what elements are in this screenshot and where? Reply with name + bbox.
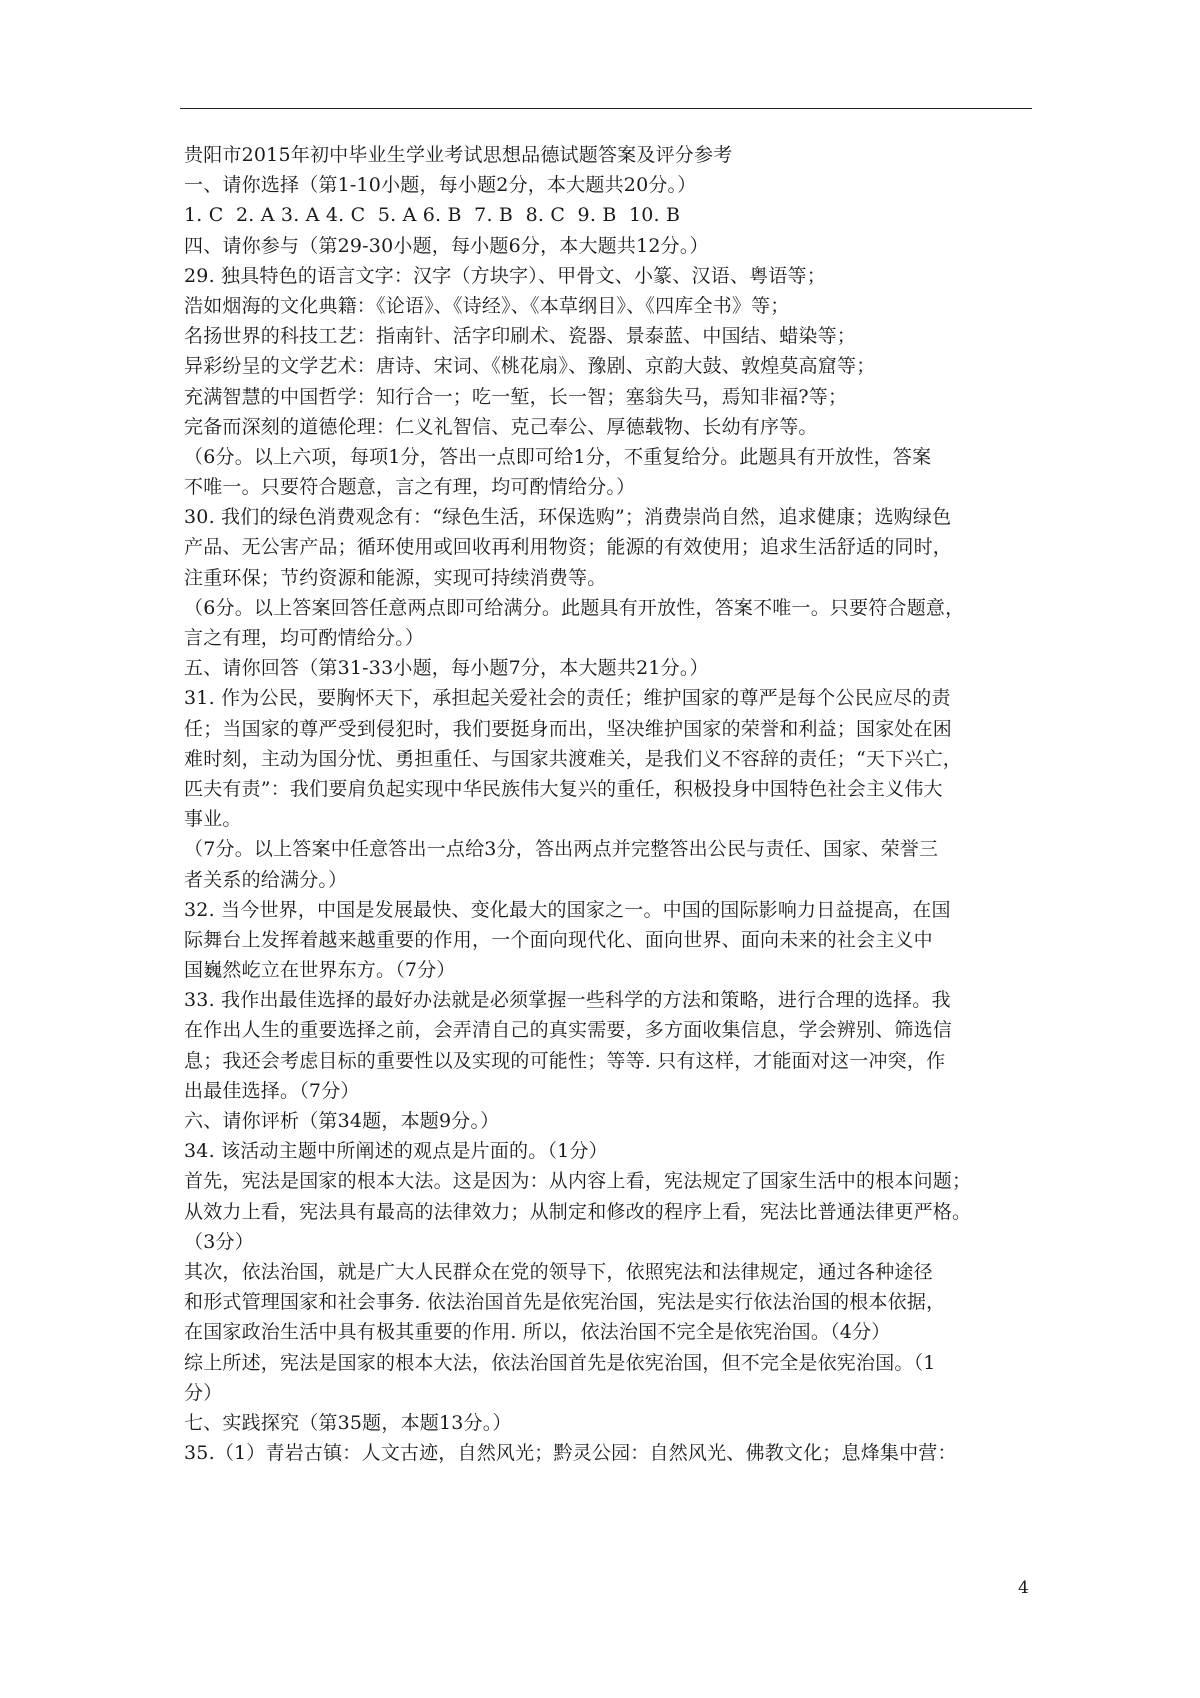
text-line: 任；当国家的尊严受到侵犯时，我们要挺身而出，坚决维护国家的荣誉和利益；国家处在困 bbox=[184, 717, 953, 740]
text-line: 从效力上看，宪法具有最高的法律效力；从制定和修改的程序上看，宪法比普通法律更严格。 bbox=[184, 1200, 972, 1223]
text-line: 不唯一。只要符合题意，言之有理，均可酌情给分。） bbox=[184, 476, 636, 499]
text-line: 事业。 bbox=[184, 808, 242, 831]
text-line: 其次，依法治国，就是广大人民群众在党的领导下，依照宪法和法律规定，通过各种途径 bbox=[184, 1260, 933, 1283]
text-line: （6分。以上答案回答任意两点即可给满分。此题具有开放性，答案不唯一。只要符合题意， bbox=[184, 596, 965, 619]
text-line: 1. C 2. A 3. A 4. C 5. A 6. B 7. B 8. C 9. B 10. B bbox=[184, 204, 681, 227]
text-line: 际舞台上发挥着越来越重要的作用，一个面向现代化、面向世界、面向未来的社会主义中 bbox=[184, 928, 933, 951]
text-line: 名扬世界的科技工艺：指南针、活字印刷术、瓷器、景泰蓝、中国结、蜡染等； bbox=[184, 325, 857, 348]
text-line: 难时刻，主动为国分忧、勇担重任、与国家共渡难关，是我们义不容辞的责任；“天下兴亡， bbox=[184, 747, 962, 770]
text-line: 产品、无公害产品；循环使用或回收再利用物资；能源的有效使用；追求生活舒适的同时， bbox=[184, 536, 953, 559]
text-line: 31. 作为公民，要胸怀天下，承担起关爱社会的责任；维护国家的尊严是每个公民应尽的责 bbox=[184, 687, 951, 710]
text-line: 言之有理，均可酌情给分。） bbox=[184, 627, 425, 649]
text-line: 四、请你参与（第29-30小题，每小题6分，本大题共12分。） bbox=[184, 234, 709, 257]
text-line: 五、请你回答（第31-33小题，每小题7分，本大题共21分。） bbox=[184, 657, 709, 680]
text-line: 出最佳选择。（7分） bbox=[184, 1079, 360, 1102]
text-line: 异彩纷呈的文学艺术：唐诗、宋词、《桃花扇》、豫剧、京韵大鼓、敦煌莫高窟等； bbox=[184, 355, 876, 378]
text-line: 35.（1）青岩古镇：人文古迹，自然风光；黔灵公园：自然风光、佛教文化；息烽集中营： bbox=[184, 1442, 957, 1465]
document-title: 贵阳市2015年初中毕业生学业考试思想品德试题答案及评分参考 bbox=[184, 144, 733, 166]
document-body bbox=[184, 140, 1032, 1468]
text-line: 息；我还会考虑目标的重要性以及实现的可能性；等等. 只有这样，才能面对这一冲突，作 bbox=[184, 1049, 946, 1072]
text-line: 国巍然屹立在世界东方。（7分） bbox=[184, 959, 456, 982]
text-line: 分） bbox=[184, 1381, 223, 1404]
text-line: 匹夫有责”：我们要肩负起实现中华民族伟大复兴的重任，积极投身中国特色社会主义伟大 bbox=[184, 777, 943, 800]
text-line: 30. 我们的绿色消费观念有：“绿色生活，环保选购”；消费崇尚自然，追求健康；选购绿色 bbox=[184, 506, 952, 529]
text-line: 完备而深刻的道德伦理：仁义礼智信、克己奉公、厚德载物、长幼有序等。 bbox=[184, 415, 818, 438]
header-rule bbox=[180, 108, 1032, 109]
text-line: 综上所述，宪法是国家的根本大法，依法治国首先是依宪治国，但不完全是依宪治国。（1 bbox=[184, 1351, 936, 1374]
text-line: 33. 我作出最佳选择的最好办法就是必须掌握一些科学的方法和策略，进行合理的选择。我 bbox=[184, 989, 951, 1012]
text-line: 六、请你评析（第34题，本题9分。） bbox=[184, 1110, 500, 1132]
text-line: 在国家政治生活中具有极其重要的作用. 所以，依法治国不完全是依宪治国。（4分） bbox=[184, 1321, 891, 1344]
text-line: 和形式管理国家和社会事务. 依法治国首先是依宪治国，宪法是实行依法治国的根本依据， bbox=[184, 1291, 946, 1314]
text-line: 34. 该活动主题中所阐述的观点是片面的。（1分） bbox=[184, 1140, 608, 1163]
text-line: （3分） bbox=[184, 1230, 254, 1253]
text-line: 一、请你选择（第1-10小题，每小题2分，本大题共20分。） bbox=[184, 174, 697, 197]
text-line: 充满智慧的中国哲学：知行合一；吃一堑，长一智；塞翁失马，焉知非福?等； bbox=[184, 385, 848, 408]
text-line: 浩如烟海的文化典籍：《论语》、《诗经》、《本草纲目》、《四库全书》等； bbox=[184, 294, 790, 317]
text-line: 注重环保；节约资源和能源，实现可持续消费等。 bbox=[184, 566, 607, 589]
page-number: 4 bbox=[1018, 1578, 1029, 1598]
text-line: 七、实践探究（第35题，本题13分。） bbox=[184, 1411, 512, 1434]
text-line: （7分。以上答案中任意答出一点给3分，答出两点并完整答出公民与责任、国家、荣誉三 bbox=[184, 838, 939, 861]
text-line: 29. 独具特色的语言文字：汉字（方块字）、甲骨文、小篆、汉语、粤语等； bbox=[184, 264, 826, 287]
text-line: 者关系的给满分。） bbox=[184, 868, 348, 891]
text-line: 在作出人生的重要选择之前，会弄清自己的真实需要，多方面收集信息，学会辨别、筛选信 bbox=[184, 1019, 953, 1042]
text-line: （6分。以上六项，每项1分，答出一点即可给1分，不重复给分。此题具有开放性，答案 bbox=[184, 445, 932, 468]
answer-lines bbox=[184, 170, 1032, 1468]
text-line: 32. 当今世界，中国是发展最快、变化最大的国家之一。中国的国际影响力日益提高，在国 bbox=[184, 898, 951, 921]
text-line: 首先，宪法是国家的根本大法。这是因为：从内容上看，宪法规定了国家生活中的根本问题； bbox=[184, 1170, 972, 1193]
